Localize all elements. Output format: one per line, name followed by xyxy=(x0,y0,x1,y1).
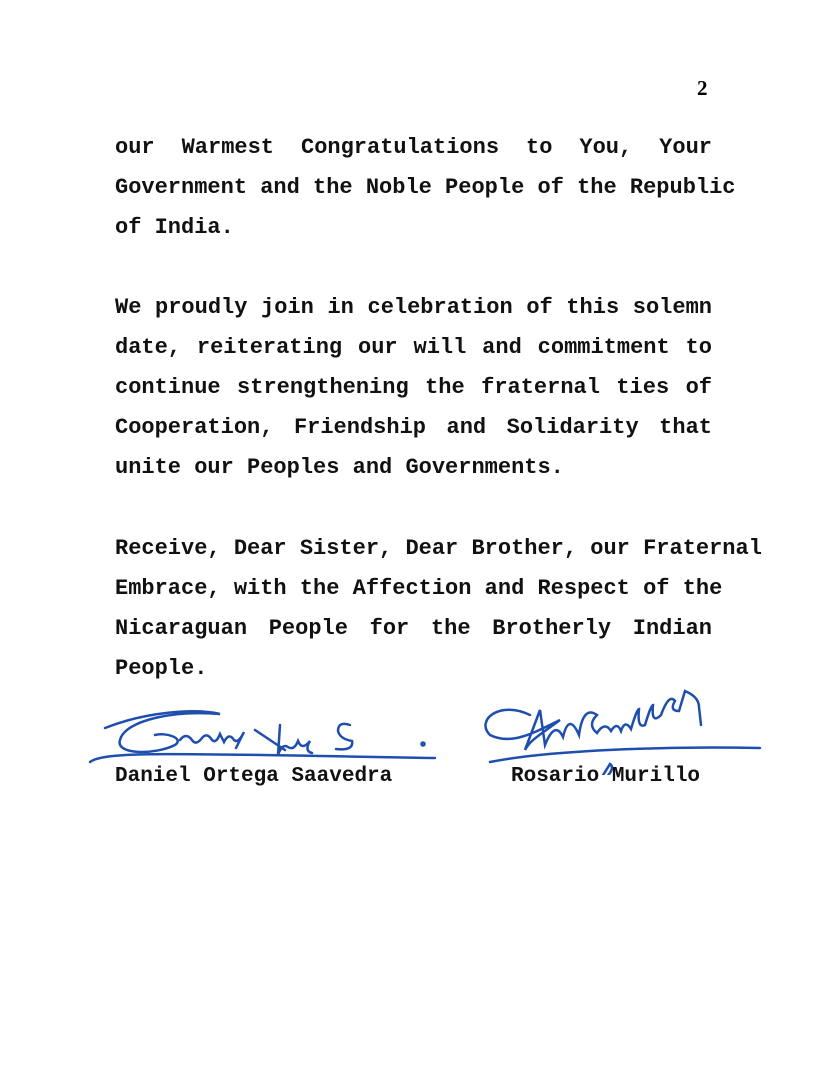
text-line: Embrace, with the Affection and Respect of the xyxy=(115,576,723,601)
signatory-name-daniel-ortega: Daniel Ortega Saavedra xyxy=(115,765,393,788)
paragraph-celebration xyxy=(115,288,712,488)
signature-daniel-ortega xyxy=(85,700,445,775)
text-line: Receive, Dear Sister, Dear Brother, our Fraternal xyxy=(115,536,762,561)
text-line: Government and the Noble People of the Republic xyxy=(115,175,736,200)
paragraph-congratulations xyxy=(115,128,736,248)
signature-rosario-murillo xyxy=(470,680,770,775)
text-line: unite our Peoples and Governments. xyxy=(115,455,564,480)
text-line: of India. xyxy=(115,215,234,240)
text-line: continue strengthening the fraternal ties of xyxy=(115,375,712,400)
paragraph-embrace xyxy=(115,529,762,689)
signatory-name-rosario-murillo: Rosario Murillo xyxy=(511,765,701,788)
text-line: our Warmest Congratulations to You, Your xyxy=(115,135,712,160)
page-number: 2 xyxy=(697,76,708,100)
text-line: date, reiterating our will and commitment to xyxy=(115,335,712,360)
text-line: People. xyxy=(115,656,208,681)
text-line: Nicaraguan People for the Brotherly Indian xyxy=(115,616,712,641)
text-line: Cooperation, Friendship and Solidarity that xyxy=(115,415,712,440)
text-line: We proudly join in celebration of this solemn xyxy=(115,295,712,320)
